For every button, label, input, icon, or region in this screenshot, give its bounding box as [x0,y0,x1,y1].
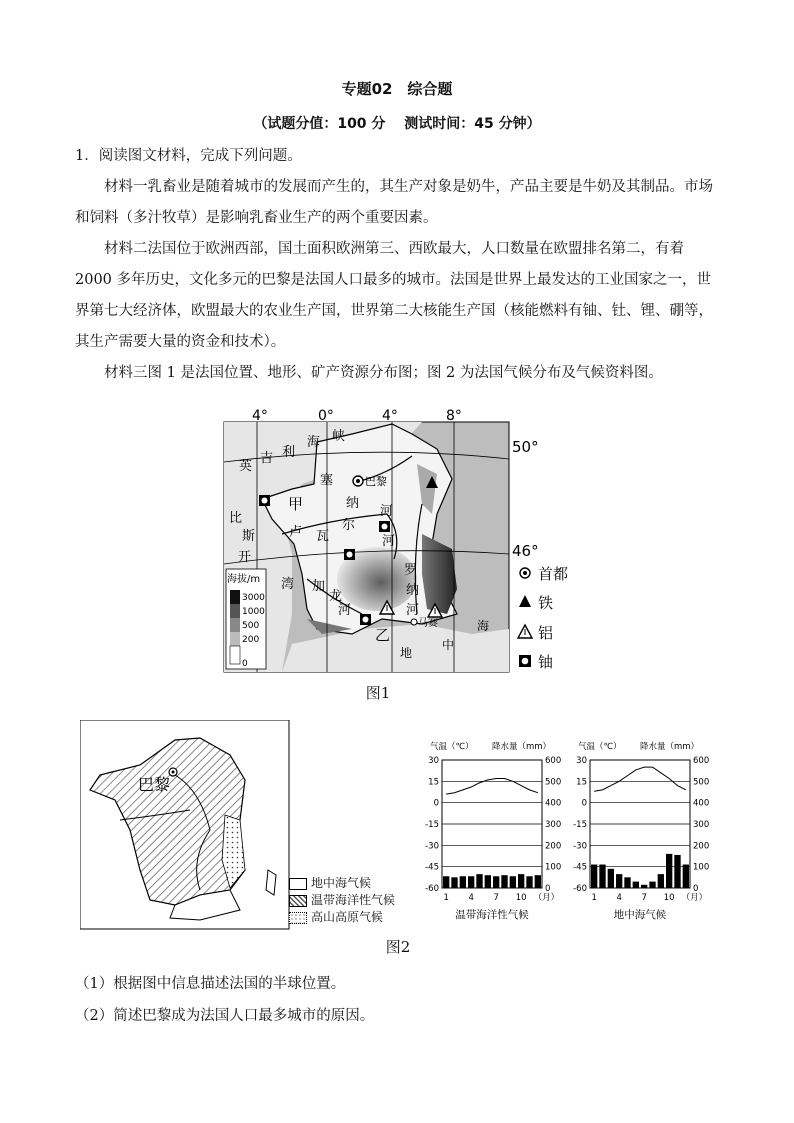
precip-tick-label: 0 [545,884,551,894]
precip-bar [526,876,532,888]
precip-bar [649,882,655,888]
oceanic-climate-chart [425,741,561,921]
climate-charts [420,735,720,930]
lon-label: 8° [446,408,462,424]
precip-bar [666,854,672,888]
precip-bar [616,874,622,888]
temp-tick-label: 30 [428,756,439,766]
paris-label: 巴黎 [365,475,387,488]
place-label: 斯 [242,529,256,544]
place-label: 尔 [342,518,356,533]
temp-tick-label: -30 [573,841,587,852]
elevation-swatch [230,590,240,604]
precip-bar [674,855,680,888]
temp-tick-label: 15 [428,777,439,788]
temp-tick-label: -30 [425,841,439,852]
precip-tick-label: 100 [693,862,710,873]
precip-tick-label: 200 [693,841,710,852]
place-label: 河 [382,534,396,549]
temp-axis-title: 气温（℃） [430,742,474,752]
place-label: 海 [477,619,490,633]
place-label: 河 [380,504,394,519]
precip-bar [535,875,541,888]
page-title: 专题02 综合题 [341,80,453,98]
material-3: 材料三图 1 是法国位置、地形、矿产资源分布图；图 2 为法国气候分布及气候资料图。 [104,365,663,381]
place-label: 中 [442,638,455,652]
figure1-caption: 图1 [365,684,391,702]
temp-tick-label: -15 [573,820,587,830]
climate-legend [289,875,395,926]
precip-bar [518,874,524,888]
legend-uranium-label: 铀 [538,653,554,671]
elevation-legend-title: 海拔/m [227,574,261,585]
capital-icon [353,476,363,486]
temperature-line [594,767,686,791]
elevation-value: 500 [242,621,260,631]
mediterranean-climate-chart [573,741,709,921]
place-yi: 乙 [375,626,391,644]
place-label: 瓦 [316,529,330,544]
month-axis-label: （月） [681,893,708,903]
temp-tick-label: 0 [433,798,439,809]
uranium-icon [379,521,390,532]
place-label: 塞 [320,473,334,488]
chart-title: 地中海气候 [613,909,667,921]
place-label: 地 [400,646,413,660]
precip-tick-label: 0 [693,884,699,894]
lat-label: 50° [512,438,539,456]
precip-bar [451,877,457,888]
precip-axis-title: 降水量（mm） [640,742,700,752]
elevation-value: 3000 [242,593,265,603]
mediterranean-swatch [289,878,307,890]
precip-bar [476,874,482,888]
precip-bar [493,876,499,888]
place-label: 罗 [404,563,418,578]
oceanic-swatch [289,895,307,907]
place-label: 吉 [260,451,274,466]
legend-row [289,875,395,892]
capital-icon [169,768,177,776]
place-label: 加 [312,579,326,594]
elevation-swatch [230,646,240,664]
legend-label: 温带海洋性气候 [311,893,396,907]
figure2-caption: 图2 [385,938,411,956]
temp-tick-label: -45 [573,862,587,873]
triangle-icon [519,595,531,607]
temp-tick-label: 15 [576,777,587,788]
elevation-swatch [230,632,240,646]
lon-label: 4° [252,408,268,424]
precip-tick-label: 300 [545,820,562,830]
month-tick-label: 1 [591,893,597,903]
precip-axis-title: 降水量（mm） [492,742,552,752]
place-label: 河 [338,603,352,618]
precip-bar [468,876,474,888]
capital-icon [520,568,530,578]
month-tick-label: 7 [641,893,647,903]
paris-label: 巴黎 [138,775,171,794]
legend-label: 高山高原气候 [311,910,384,924]
month-tick-label: 10 [663,893,675,903]
precip-bar [501,875,507,888]
precip-bar [624,877,630,888]
place-label: 英 [239,459,253,474]
legend-capital-label: 首都 [538,565,569,583]
sub-question-2: （2）简述巴黎成为法国人口最多城市的原因。 [75,1008,375,1024]
place-label: 纳 [346,496,360,511]
precip-bar [510,876,516,888]
place-label: 利 [282,445,296,460]
place-label: 纳 [406,583,420,598]
temp-tick-label: -60 [573,884,587,894]
precip-bar [599,865,605,888]
month-tick-label: 4 [468,893,474,903]
place-label: 开 [238,550,252,565]
france-terrain-map [222,404,588,676]
temp-tick-label: -60 [425,884,439,894]
elevation-swatch [230,618,240,632]
temp-tick-label: 0 [581,798,587,809]
precip-tick-label: 500 [693,777,710,788]
precip-bar [658,874,664,888]
lon-label: 4° [382,408,398,424]
place-jia: 甲 [288,495,304,513]
uranium-icon [344,549,355,560]
sub-question-1: （1）根据图中信息描述法国的半球位置。 [75,976,346,992]
elevation-value: 1000 [242,607,265,617]
elevation-swatch [230,604,240,618]
precip-tick-label: 600 [545,756,562,766]
material-2: 材料二法国位于欧洲西部，国土面积欧洲第三、西欧最大，人口数量在欧盟排名第二，有着 2000 多年历史，文化多元的巴黎是法国人口最多的城市。法国是世界上最发达的工业国家之一，世界第七大经济体，欧盟最大的农业生产国，世界第二大核能生产国（核能燃料有铀、钍、锂、硼等，其生产需要大量的资金和技术）。 [75,241,713,350]
precip-bar [683,865,689,888]
legend-label: 地中海气候 [311,876,372,890]
legend-iron-label: 铁 [538,594,554,612]
question-stem: 1．阅读图文材料，完成下列问题。 [75,148,302,164]
france-climate-map [80,720,290,930]
precip-tick-label: 300 [693,820,710,830]
place-label: 卢 [289,525,303,540]
temp-tick-label: 30 [576,756,587,766]
legend-row [289,909,395,926]
precip-tick-label: 200 [545,841,562,852]
precip-tick-label: 400 [693,798,710,809]
elevation-value: 200 [242,635,260,645]
temp-tick-label: -15 [425,820,439,830]
warn-triangle-icon [518,625,532,638]
legend-row [289,892,395,909]
month-tick-label: 10 [515,893,527,903]
temp-tick-label: -45 [425,862,439,873]
corsica [266,870,276,895]
legend-aluminum-label: 铝 [538,624,554,642]
month-axis-label: （月） [533,893,560,903]
symbol-legend [518,565,568,671]
chart-title: 温带海洋性气候 [455,909,529,921]
lon-label: 0° [318,408,334,424]
place-label: 海 [307,435,321,450]
precip-bar [443,876,449,888]
page-subtitle: （试题分值：100 分 测试时间：45 分钟） [253,116,541,132]
highland-swatch [289,912,307,924]
precip-bar [608,869,614,888]
precip-bar [460,876,466,888]
month-tick-label: 4 [616,893,622,903]
marseille-dot [411,619,417,625]
elevation-legend [226,569,266,669]
material-1: 材料一乳畜业是随着城市的发展而产生的，其生产对象是奶牛，产品主要是牛奶及其制品。市场和饲料（多汁牧草）是影响乳畜业生产的两个重要因素。 [75,179,713,226]
marseille-label: 马赛 [418,618,438,629]
precip-tick-label: 400 [545,798,562,809]
month-tick-label: 7 [493,893,499,903]
place-label: 湾 [281,577,295,592]
uranium-icon [259,495,270,506]
temp-axis-title: 气温（℃） [578,742,622,752]
precip-bar [591,865,597,888]
place-label: 峡 [332,429,346,444]
lat-label: 46° [512,542,539,560]
place-label: 龙 [329,589,343,604]
square-dot-icon [519,655,531,667]
precip-bar [633,882,639,888]
month-tick-label: 1 [443,893,449,903]
precip-bar [641,885,647,888]
elevation-value: 0 [242,659,248,669]
precip-tick-label: 500 [545,777,562,788]
uranium-icon [360,614,371,625]
place-label: 河 [406,603,420,618]
precip-tick-label: 100 [545,862,562,873]
temperature-line [446,778,538,794]
precip-bar [485,875,491,888]
precip-tick-label: 600 [693,756,710,766]
place-label: 比 [229,511,243,526]
